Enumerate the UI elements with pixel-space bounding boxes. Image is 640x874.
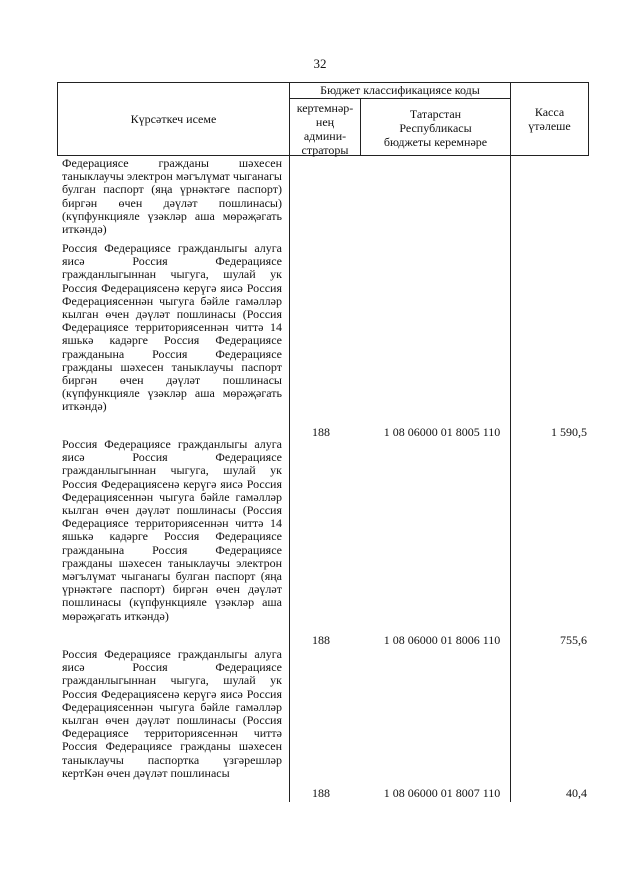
column-divider bbox=[289, 156, 290, 802]
column-divider bbox=[510, 156, 511, 802]
row-budget-code: 1 08 06000 01 8006 110 bbox=[383, 633, 501, 647]
table-header bbox=[57, 82, 589, 156]
row-cash-value: 40,4 bbox=[566, 786, 587, 800]
header-indicator-name: Күрсәткеч исеме bbox=[58, 83, 290, 155]
row-admin-code: 188 bbox=[312, 786, 330, 800]
row-cash-value: 755,6 bbox=[560, 633, 587, 647]
row-description: Федерациясе гражданы шәхесен таныклаучы электрон мәгълүмат чыганагы булган паспорт (яңа үрнәктәге паспорт) биргән өчен дәүләт пошлинасы) (күпфункцияле үзәкләр аша мөрәҗәгать иткәндә) bbox=[62, 156, 282, 237]
row-admin-code: 188 bbox=[312, 633, 330, 647]
header-admin: кертемнәр- нең админи- страторы bbox=[290, 99, 361, 155]
header-cash-execution: Касса үтәлеше bbox=[528, 105, 571, 133]
header-tatar-budget: Татарстан Республикасы бюджеты керемнәре bbox=[361, 99, 511, 155]
row-budget-code: 1 08 06000 01 8007 110 bbox=[383, 786, 501, 800]
header-budget-codes: Бюджет классификациясе коды bbox=[290, 83, 511, 99]
row-admin-code: 188 bbox=[312, 425, 330, 439]
page-number: 32 bbox=[313, 56, 327, 71]
row-description: Россия Федерациясе гражданлыгы алуга яисә Россия Федерациясе гражданлыгыннан чыгуга, шулай ук Россия Федерациясенә керүгә яисә Россия Федерациясеннән чыгуга бәйле гамәлләр кылган өчен дәүләт пошлинасы (Россия Федерациясе территориясеннән читтә 14 яшькә кадәрге Россия Федерациясе гражданына Россия Федерациясе гражданы шәхесен таныклаучы паспорт биргән өчен дәүләт пошлинасы (күпфункцияле үзәкләр аша мөрәҗәгать иткәндә) bbox=[62, 241, 282, 414]
row-budget-code: 1 08 06000 01 8005 110 bbox=[383, 425, 501, 439]
row-cash-value: 1 590,5 bbox=[551, 425, 587, 439]
row-description: Россия Федерациясе гражданлыгы алуга яисә Россия Федерациясе гражданлыгыннан чыгуга, шулай ук Россия Федерациясенә керүгә яисә Россия Федерациясеннән чыгуга бәйле гамәлләр кылган өчен дәүләт пошлинасы (Россия Федерациясе территориясеннән читтә 14 яшькә кадәрге Россия Федерациясе гражданына Россия Федерациясе гражданы шәхесен таныклаучы электрон мәгълүмат чыганагы булган паспорт (яңа үрнәктәге паспорт) биргән өчен дәүләт пошлинасы (күпфункцияле үзәкләр аша мөрәҗәгать иткәндә) bbox=[62, 437, 282, 623]
row-description: Россия Федерациясе гражданлыгы алуга яисә Россия Федерациясе гражданлыгыннан чыгуга, шулай ук Россия Федерациясенә керүгә яисә Россия Федерациясеннән чыгуга бәйле гамәлләр кылган өчен дәүләт пошлинасы (Россия Федерациясе территориясеннән читтә Россия Федерациясе гражданы шәхесен таныклаучы паспортка үзгәрешләр кертКән өчен дәүләт пошлинасы bbox=[62, 647, 282, 780]
